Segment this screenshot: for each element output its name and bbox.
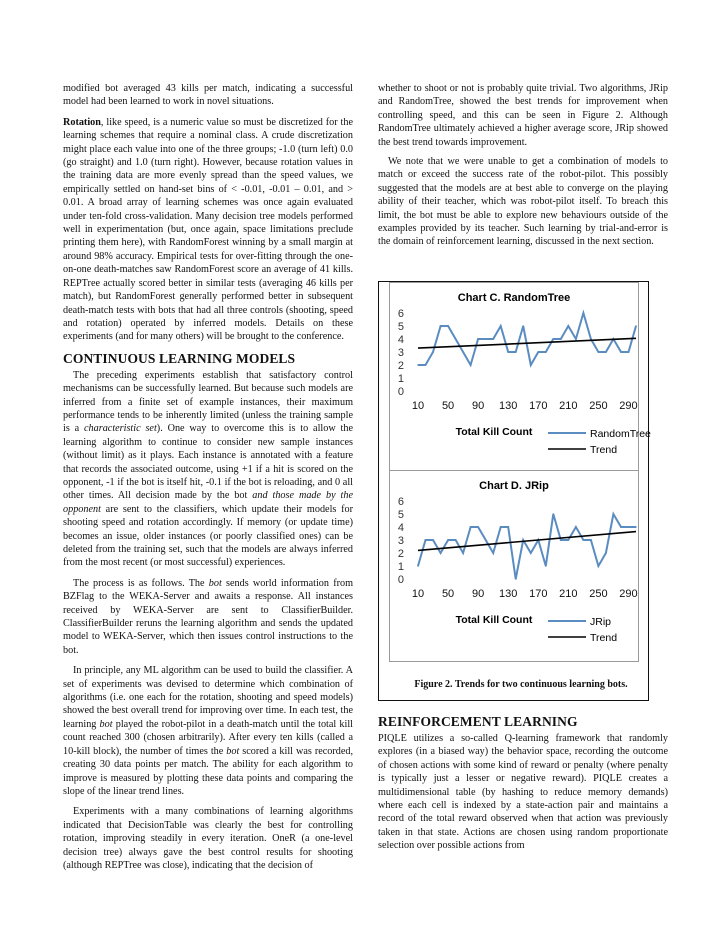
data-point bbox=[568, 325, 570, 327]
data-point bbox=[605, 351, 607, 353]
data-point bbox=[425, 364, 427, 366]
x-tick-label: 90 bbox=[472, 588, 485, 600]
x-tick-label: 210 bbox=[559, 588, 578, 600]
y-tick-label: 0 bbox=[397, 574, 404, 586]
x-tick-label: 290 bbox=[619, 400, 638, 412]
series-line bbox=[418, 514, 636, 579]
x-tick-label: 90 bbox=[472, 400, 485, 412]
right-column bbox=[378, 82, 668, 255]
data-point bbox=[522, 325, 524, 327]
x-tick-label: 10 bbox=[411, 588, 425, 600]
data-point bbox=[507, 526, 509, 528]
paragraph: The process is as follows. The bot sends world information from BZFlag to the WEKA-Server and awaits a response. All instances received by WEKA-Server are sent to ClassifierBuilder. ClassifierBuilder reruns the learning algorithm and sends the updated model to WEKA-Server, which then issues control instructions to the bot. bbox=[63, 577, 354, 656]
data-point bbox=[620, 526, 622, 528]
chart-d bbox=[389, 470, 639, 662]
data-point bbox=[575, 338, 577, 340]
data-point bbox=[583, 312, 585, 314]
data-point bbox=[553, 338, 555, 340]
section-heading: REINFORCEMENT LEARNING bbox=[378, 714, 578, 729]
data-point bbox=[628, 526, 630, 528]
x-tick-label: 50 bbox=[441, 588, 455, 600]
data-point bbox=[470, 526, 472, 528]
data-point bbox=[417, 565, 419, 567]
data-point bbox=[545, 351, 547, 353]
paragraph: Rotation, like speed, is a numeric value so must be discretized for the learning schemes that require a nominal class. A crude discretization might place each value into one of the three groups; -1.0 (turn left) 0.0 (go straight) and 1.0 (turn right). However, because rotation values in the training data are more evenly spread than the speed values, we empirically settled on hand-set bins of < -0.01, -0.01 – 0.01, and > 0.01. A broad array of learning schemes was once again evaluated under ten-fold cross-validation. Many decision tree models performed well in experimentation (but, once again, space limitations preclude printing them here), with RandomForest winning by a small margin at around 98% accuracy. Empirical tests for over-fitting through the one-on-one death-matches saw RandomForest score an average of 41 kills. REPTree actually scored better in similar tests (averaging 46 kills per match), but RandomForest generally performed better in subsequent death-match tests with bots that had all three controls (shooting, speed and rotation) operated by inferred models. Details on these experiments (and for many others) will be brought to the conference. bbox=[63, 116, 353, 343]
data-point bbox=[560, 539, 562, 541]
legend-label-series: JRip bbox=[590, 616, 612, 628]
data-point bbox=[440, 552, 442, 554]
data-point bbox=[545, 565, 547, 567]
data-point bbox=[560, 338, 562, 340]
y-tick-label: 4 bbox=[397, 334, 404, 346]
legend-label-trend: Trend bbox=[590, 632, 618, 644]
data-point bbox=[485, 539, 487, 541]
paragraph: whether to shoot or not is probably quite trivial. Two algorithms, JRip and RandomTree, showed the best trends for improvement when controlling speed, and this can be seen in Figure 2. Although RandomTree ultimately achieved a higher average score, JRip showed the best trend towards improvement. bbox=[378, 83, 668, 148]
data-point bbox=[583, 539, 585, 541]
data-point bbox=[462, 552, 464, 554]
left-column bbox=[63, 82, 353, 879]
paragraph: modified bot averaged 43 kills per match, indicating a successful model had been learned to work in novel situations. bbox=[63, 83, 353, 108]
x-axis-label: Total Kill Count bbox=[455, 426, 533, 438]
data-point bbox=[432, 351, 434, 353]
data-point bbox=[500, 526, 502, 528]
x-tick-label: 210 bbox=[559, 400, 578, 412]
data-point bbox=[470, 364, 472, 366]
chart-c bbox=[389, 282, 651, 474]
reinforcement-section bbox=[378, 714, 668, 853]
y-tick-label: 2 bbox=[397, 548, 404, 560]
y-tick-label: 3 bbox=[397, 535, 404, 547]
series-line bbox=[418, 313, 636, 365]
paragraph: PIQLE utilizes a so-called Q-learning framework that randomly explores (in a biased way) the behavior space, recording the outcome of chosen actions with some kind of reward or penalty (where penalty is typically just a lesser or negative reward). PIQLE creates a multidimensional table (by hashing to reduce memory demands) where each cell is indexed by a state-action pair and maintains a record of the total reward observed when that action was previously taken in that state. Actions are chosen using random proportionate selection over possible actions from bbox=[378, 733, 668, 852]
figure-caption: Figure 2. Trends for two continuous learning bots. bbox=[414, 679, 628, 690]
data-point bbox=[492, 338, 494, 340]
data-point bbox=[515, 351, 517, 353]
data-point bbox=[507, 351, 509, 353]
data-point bbox=[417, 364, 419, 366]
data-point bbox=[613, 513, 615, 515]
data-point bbox=[477, 338, 479, 340]
y-tick-label: 2 bbox=[397, 360, 404, 372]
data-point bbox=[590, 539, 592, 541]
y-tick-label: 5 bbox=[397, 509, 404, 521]
data-point bbox=[447, 539, 449, 541]
legend-label-trend: Trend bbox=[590, 444, 618, 456]
chart-c-svg bbox=[390, 283, 651, 473]
data-point bbox=[575, 526, 577, 528]
paragraph: We note that we were unable to get a combination of models to match or exceed the success rate of the robot-pilot. This possibly suggested that the models are at best able to converge on the playing ability of their teacher, which was robot-pilot itself. To breach this limit, the bot must be able to explore new behaviours outside of the examples provided by its teacher. Such learning by trial-and-error is the domain of reinforcement learning, discussed in the next section. bbox=[378, 156, 668, 248]
x-tick-label: 130 bbox=[499, 400, 518, 412]
x-tick-label: 130 bbox=[499, 588, 518, 600]
y-tick-label: 1 bbox=[397, 561, 404, 573]
data-point bbox=[455, 338, 457, 340]
x-tick-label: 250 bbox=[589, 588, 608, 600]
chart-title: Chart D. JRip bbox=[479, 480, 549, 492]
paragraph: In principle, any ML algorithm can be used to build the classifier. A set of experiments was devised to determine which combination of algorithms (i.e. one each for the rotation, shooting and speed models) showed the best overall trend for improving over time. In each test, the learning bot played the robot-pilot in a death-match until the total kill count reached 300 (chosen arbitrarily). After every ten kills (called a 10-kill block), the number of times the bot scored a kill was recorded, creating 30 data points per match. The ability for each algorithm to improve is measured by plotting these data points and comparing the slope of the linear trend lines. bbox=[63, 665, 354, 797]
data-point bbox=[477, 526, 479, 528]
x-tick-label: 250 bbox=[589, 400, 608, 412]
y-tick-label: 6 bbox=[397, 496, 404, 508]
y-tick-label: 4 bbox=[397, 522, 404, 534]
data-point bbox=[620, 351, 622, 353]
data-point bbox=[500, 325, 502, 327]
data-point bbox=[515, 578, 517, 580]
data-point bbox=[530, 364, 532, 366]
figure-2 bbox=[378, 281, 649, 701]
data-point bbox=[440, 325, 442, 327]
data-point bbox=[605, 552, 607, 554]
y-tick-label: 1 bbox=[397, 373, 404, 385]
y-tick-label: 6 bbox=[397, 308, 404, 320]
x-tick-label: 10 bbox=[411, 400, 425, 412]
data-point bbox=[455, 539, 457, 541]
section-heading: CONTINUOUS LEARNING MODELS bbox=[63, 350, 296, 366]
x-axis-label: Total Kill Count bbox=[455, 614, 533, 626]
data-point bbox=[628, 351, 630, 353]
x-tick-label: 290 bbox=[619, 588, 638, 600]
y-tick-label: 3 bbox=[397, 347, 404, 359]
data-point bbox=[425, 539, 427, 541]
data-point bbox=[530, 552, 532, 554]
x-tick-label: 170 bbox=[529, 588, 548, 600]
data-point bbox=[492, 552, 494, 554]
x-tick-label: 50 bbox=[441, 400, 455, 412]
paragraph: The preceding experiments establish that satisfactory control mechanisms can be successfully learned. But because such models are inferred from a finite set of example instances, their maximum performance tends to be inherently limited (unless the training sample is a characteristic set). One way to overcome this is to allow the learning algorithm to continue to consider new sample instances (without limit) as it plays. Each instance is annotated with a feature that records the associated outcome, using +1 if a hit is scored on the opponent, -1 if the bot is itself hit, -0.1 if the bot is reloading, and 0 all other times. All decision made by the bot and those made by the opponent are sent to the classifiers, which update their models for shooting speed and rotation accordingly. If memory (or update time) becomes an issue, older instances (or poorly classified ones) can be deleted from the training set, such that the models are always inferred from the most recent (or most successful) experiences. bbox=[63, 369, 353, 569]
data-point bbox=[598, 565, 600, 567]
y-tick-label: 0 bbox=[397, 386, 404, 398]
data-point bbox=[462, 351, 464, 353]
data-point bbox=[635, 526, 637, 528]
x-tick-label: 170 bbox=[529, 400, 548, 412]
data-point bbox=[537, 351, 539, 353]
data-point bbox=[598, 351, 600, 353]
data-point bbox=[568, 539, 570, 541]
data-point bbox=[553, 513, 555, 515]
chart-title: Chart C. RandomTree bbox=[457, 292, 571, 304]
data-point bbox=[635, 325, 637, 327]
paragraph: Experiments with a many combinations of learning algorithms indicated that DecisionTable was clearly the best for controlling rotation, improving steadily in every iteration. OneR (a one-level decision tree) always gave the best control results for shooting (although REPTree was close), indicating that the decision of bbox=[63, 806, 353, 871]
legend-label-series: RandomTree bbox=[590, 428, 651, 440]
data-point bbox=[485, 338, 487, 340]
data-point bbox=[432, 539, 434, 541]
chart-d-svg bbox=[390, 471, 638, 661]
data-point bbox=[447, 325, 449, 327]
y-tick-label: 5 bbox=[397, 321, 404, 333]
